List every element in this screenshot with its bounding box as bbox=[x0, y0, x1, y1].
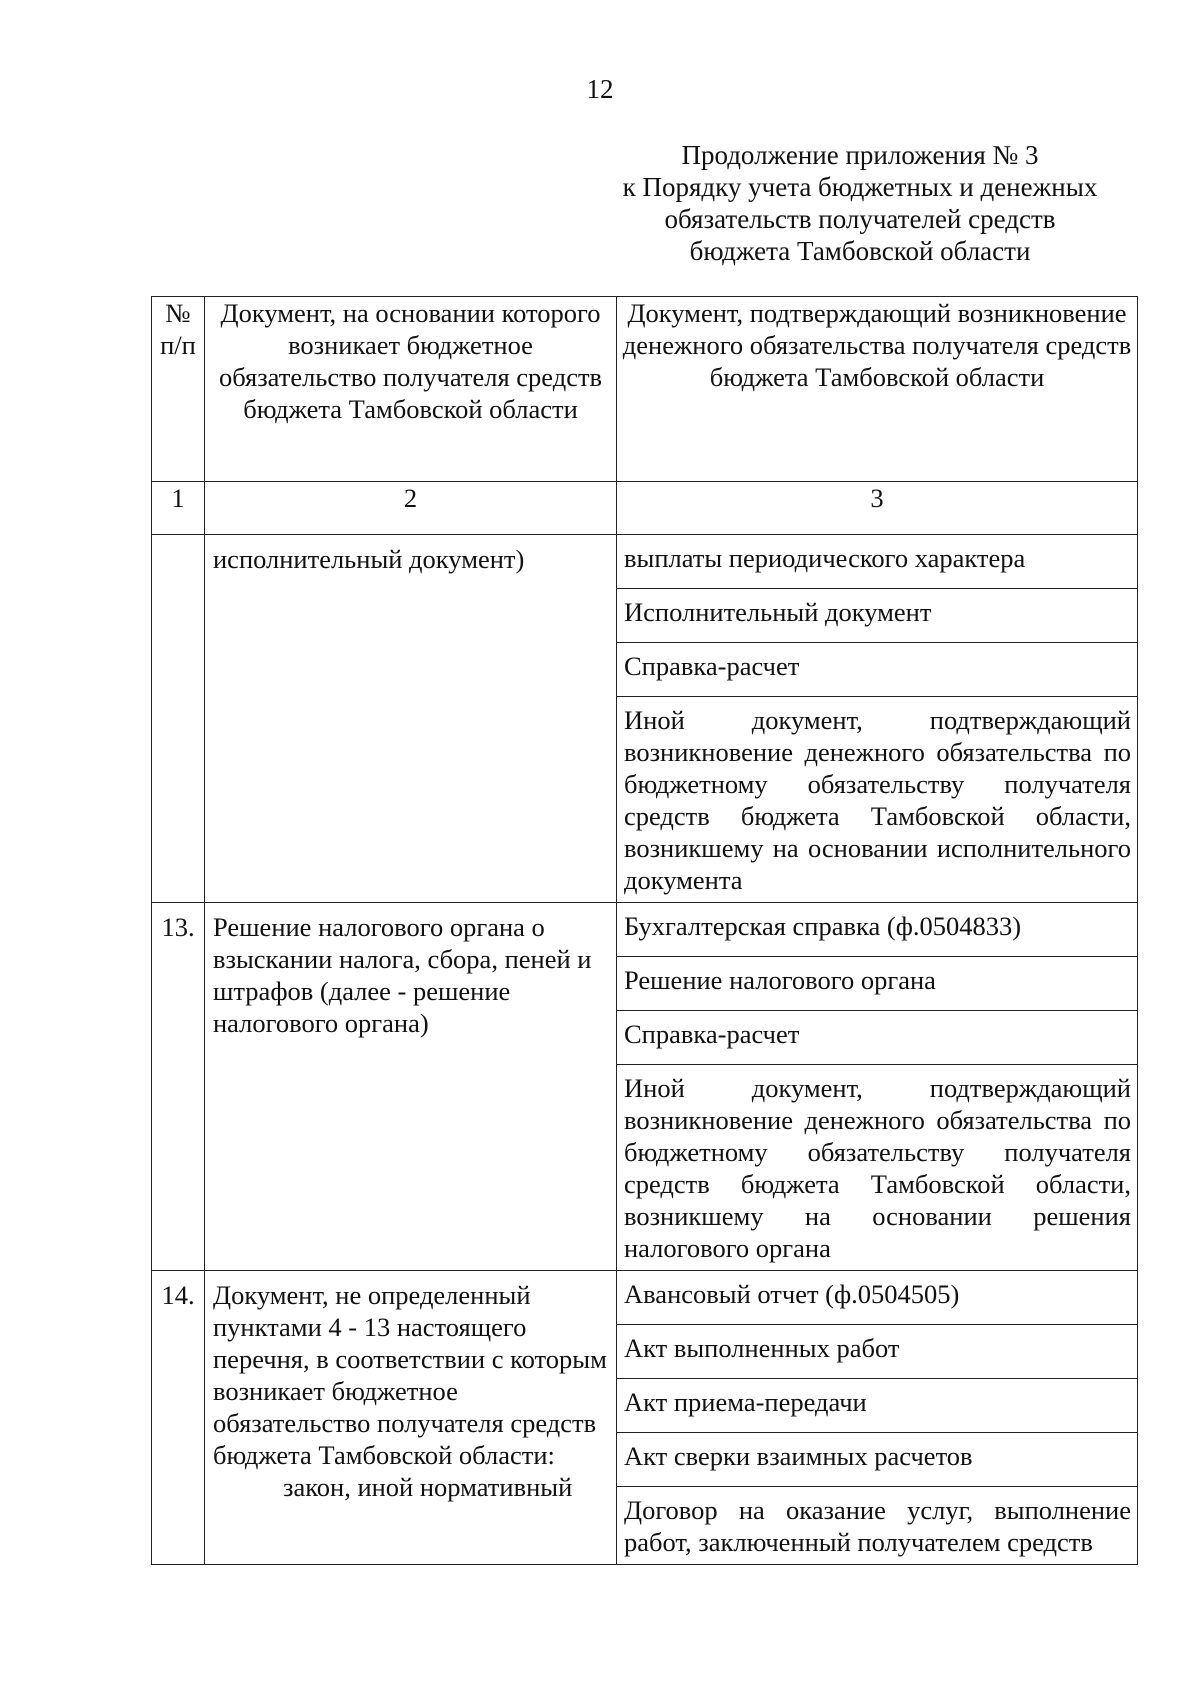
header-basis-document: Документ, на основании которого возникает бюджетное обязательство получателя средств бюджета Тамбовской области bbox=[205, 297, 617, 482]
confirming-document-cell: Авансовый отчет (ф.0504505) bbox=[617, 1271, 1138, 1325]
confirming-document-cell: выплаты периодического характера bbox=[617, 535, 1138, 589]
basis-document-cell: исполнительный документ) bbox=[205, 535, 617, 903]
basis-document-cell bbox=[205, 1271, 617, 1565]
header-number: № п/п bbox=[152, 297, 205, 482]
confirming-document-cell: Бухгалтерская справка (ф.0504833) bbox=[617, 903, 1138, 957]
table-header-row bbox=[152, 297, 1138, 482]
confirming-document-cell: Справка-расчет bbox=[617, 1011, 1138, 1065]
column-number: 3 bbox=[617, 482, 1138, 535]
appendix-line-2: к Порядку учета бюджетных и денежных bbox=[622, 172, 1098, 202]
column-numbers-row bbox=[152, 482, 1138, 535]
row-number: 14. bbox=[152, 1271, 205, 1565]
table-row bbox=[152, 903, 1138, 957]
table-row bbox=[152, 535, 1138, 589]
row-number bbox=[152, 535, 205, 903]
confirming-document-cell: Справка-расчет bbox=[617, 643, 1138, 697]
page-number: 12 bbox=[586, 74, 614, 104]
appendix-line-3: обязательств получателей средств bbox=[664, 204, 1056, 234]
confirming-document-cell: Акт выполненных работ bbox=[617, 1325, 1138, 1379]
column-number: 2 bbox=[205, 482, 617, 535]
basis-document-text: Документ, не определенный пунктами 4 - 13 настоящего перечня, в соответствии с которым возникает бюджетное обязательство получателя средств бюджета Тамбовской области: bbox=[213, 1280, 607, 1470]
confirming-document-cell: Иной документ, подтверждающий возникновение денежного обязательства по бюджетному обязательству получателя средств бюджета Тамбовской области, возникшему на основании исполнительного документа bbox=[617, 697, 1138, 903]
documents-table bbox=[151, 296, 1138, 1565]
appendix-line-1: Продолжение приложения № 3 bbox=[681, 140, 1039, 170]
header-confirming-document: Документ, подтверждающий возникновение денежного обязательства получателя средств бюджета Тамбовской области bbox=[617, 297, 1138, 482]
confirming-document-cell: Решение налогового органа bbox=[617, 957, 1138, 1011]
table-row bbox=[152, 1271, 1138, 1325]
basis-document-subtext: закон, иной нормативный bbox=[283, 1472, 573, 1502]
confirming-document-cell: Акт приема-передачи bbox=[617, 1379, 1138, 1433]
column-number: 1 bbox=[152, 482, 205, 535]
confirming-document-cell: Договор на оказание услуг, выполнение работ, заключенный получателем средств bbox=[617, 1487, 1138, 1565]
confirming-document-cell: Иной документ, подтверждающий возникновение денежного обязательства по бюджетному обязательству получателя средств бюджета Тамбовской области, возникшему на основании решения налогового органа bbox=[617, 1065, 1138, 1271]
confirming-document-cell: Исполнительный документ bbox=[617, 589, 1138, 643]
appendix-line-4: бюджета Тамбовской области bbox=[689, 236, 1031, 266]
appendix-header bbox=[590, 139, 1130, 267]
row-number: 13. bbox=[152, 903, 205, 1271]
confirming-document-cell: Акт сверки взаимных расчетов bbox=[617, 1433, 1138, 1487]
basis-document-cell: Решение налогового органа о взыскании налога, сбора, пеней и штрафов (далее - решение налогового органа) bbox=[205, 903, 617, 1271]
